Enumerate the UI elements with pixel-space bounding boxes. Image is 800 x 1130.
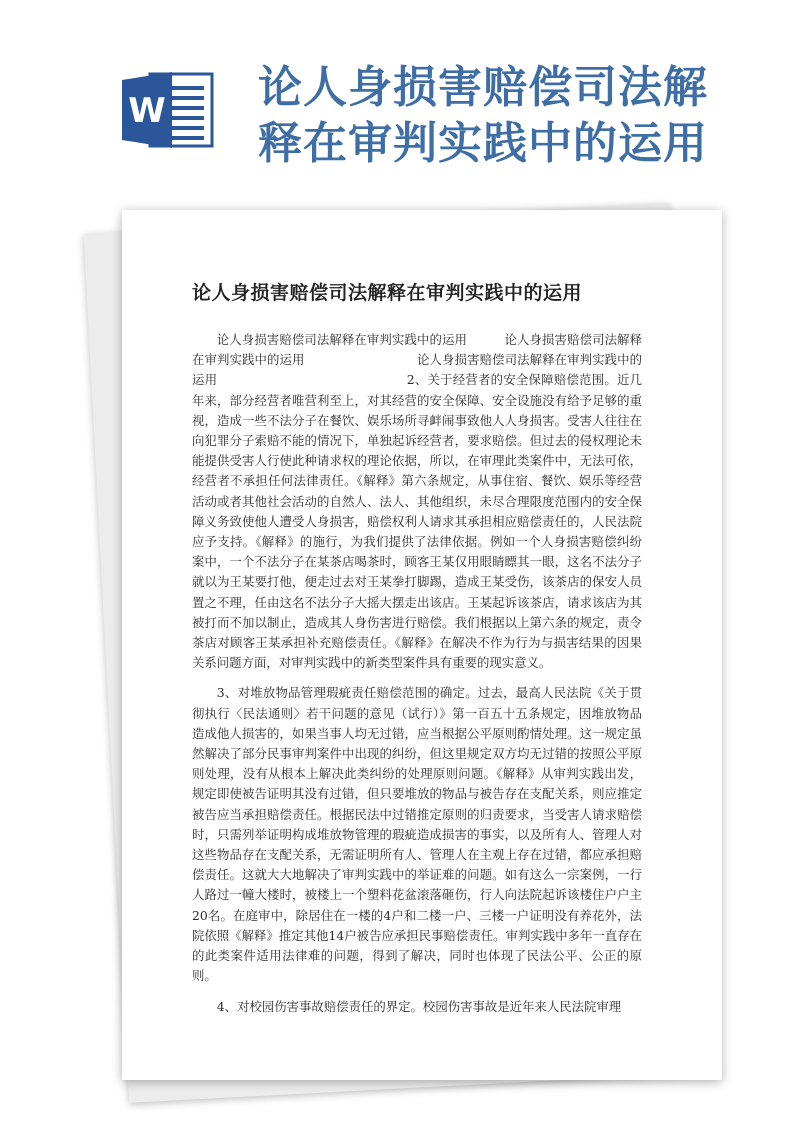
- word-document-icon: [122, 70, 218, 150]
- paragraph-1: 论人身损害赔偿司法解释在审判实践中的运用 论人身损害赔偿司法解释在审判实践中的运用 论人身损害赔偿司法解释在审判实践中的运用 2、关于经营者的安全保障赔偿范围。近几年来，部分经营者唯营利至上，对其经营的安全保障、安全设施没有给予足够的重视，造成一些不法分子在餐饮、娱乐场所寻衅闹事致他人人身损害。受害人往往在向犯罪分子索赔不能的情况下，单独起诉经营者，要求赔偿。但过去的侵权理论未能提供受害人行使此种请求权的理论依据，所以，在审理此类案件中，无法可依，经营者不承担任何法律责任。《解释》第六条规定，从事住宿、餐饮、娱乐等经营活动或者其他社会活动的自然人、法人、其他组织，未尽合理限度范围内的安全保障义务致使他人遭受人身损害，赔偿权利人请求其承担相应赔偿责任的，人民法院应予支持。《解释》的施行，为我们提供了法律依据。例如一个人身损害赔偿纠纷案中，一个不法分子在某茶店喝茶时，顾客王某仅用眼睛瞟其一眼，这名不法分子就以为王某要打他，便走过去对王某拳打脚踢，造成王某受伤，该茶店的保安人员置之不理，任由这名不法分子大摇大摆走出该店。王某起诉该茶店，请求该店为其被打而不加以制止，造成其人身伤害进行赔偿。我们根据以上第六条的规定，责令茶店对顾客王某承担补充赔偿责任。《解释》在解决不作为行为与损害结果的因果关系问题方面，对审判实践中的新类型案件具有重要的现实意义。: [192, 332, 642, 671]
- document-title: 论人身损害赔偿司法解释在审判实践中的运用: [192, 282, 583, 304]
- document-body: [192, 330, 642, 1017]
- document-page: [122, 210, 722, 1080]
- paragraph-2: 3、对堆放物品管理瑕疵责任赔偿范围的确定。过去，最高人民法院《关于贯彻执行〈民法通则〉若干问题的意见（试行）》第一百五十五条规定，因堆放物品造成他人损害的，如果当事人均无过错，应当根据公平原则酌情处理。这一规定虽然解决了部分民事审判案件中出现的纠纷，但这里规定双方均无过错的按照公平原则处理，没有从根本上解决此类纠纷的处理原则问题。《解释》从审判实践出发，规定即使被告证明其没有过错，但只要堆放的物品与被告存在支配关系，则应推定被告应当承担赔偿责任。根据民法中过错推定原则的归责要求，当受害人请求赔偿时，只需列举证明构成堆放物管理的瑕疵造成损害的事实，以及所有人、管理人对这些物品存在支配关系，无需证明所有人、管理人在主观上存在过错，都应承担赔偿责任。这就大大地解决了审判实践中的举证难的问题。如有这么一宗案例，一行人路过一幢大楼时，被楼上一个塑料花盆滚落砸伤，行人向法院起诉该楼住户户主20名。在庭审中，除居住在一楼的4户和二楼一户、三楼一户证明没有养花外，法院依照《解释》推定其他14户被告应承担民事赔偿责任。审判实践中多年一直存在的此类案件适用法律难的问题，得到了解决，同时也体现了民法公平、公正的原则。: [192, 685, 642, 984]
- banner-title-line-1: 论人身损害赔偿司法解: [258, 62, 708, 113]
- paragraph-3: 4、对校园伤害事故赔偿责任的界定。校园伤害事故是近年来人民法院审理: [216, 998, 622, 1014]
- banner-title-line-2: 释在审判实践中的运用: [258, 118, 708, 169]
- word-logo-letter: W: [128, 91, 166, 131]
- banner-title: [258, 60, 778, 172]
- word-logo: [122, 70, 218, 150]
